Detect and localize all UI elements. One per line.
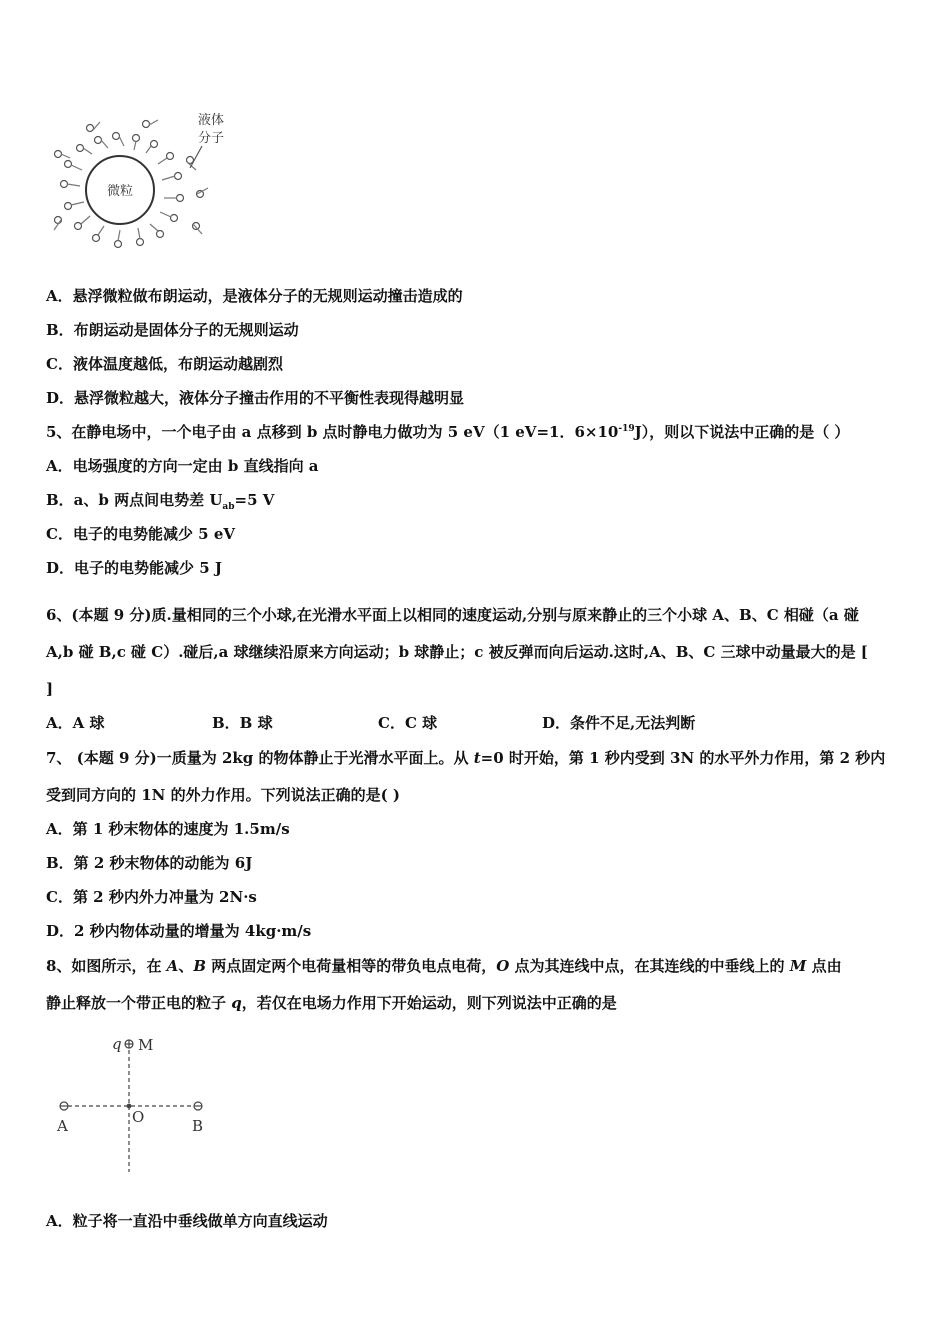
q6-stem-line2: A,b 碰 B,c 碰 C）.碰后,a 球继续沿原来方向运动；b 球静止；c 被反弹而向后运动.这时,A、B、C 三球中动量最大的是 [ — [46, 643, 868, 661]
q7-option-d: D．2 秒内物体动量的增量为 4kg·m/s — [46, 922, 312, 940]
point-o — [127, 1104, 131, 1108]
q6-option-a: A．A 球 — [46, 714, 105, 732]
q5-stem: 5、在静电场中，一个电子由 a 点移到 b 点时静电力做功为 5 eV（1 eV=1．$6\times 10^{-19}J$），则以下说法中正确的是（ ） — [46, 423, 850, 441]
label-o: O — [132, 1108, 145, 1126]
q4-option-d: D．悬浮微粒越大，液体分子撞击作用的不平衡性表现得越明显 — [46, 389, 465, 407]
label-q: q — [112, 1035, 122, 1053]
q6-option-c: C．C 球 — [378, 714, 438, 732]
q5-option-c: C．电子的电势能减少 5 eV — [46, 525, 236, 543]
q7-stem-line1: 7、 (本题 9 分)一质量为 2kg 的物体静止于光滑水平面上。从 t=0 时开始，第 1 秒内受到 3N 的水平外力作用，第 2 秒内 — [46, 749, 886, 767]
molecule-label-2: 分子 — [198, 131, 225, 146]
q4-option-c: C．液体温度越低，布朗运动越剧烈 — [46, 355, 283, 373]
q4-option-a: A．悬浮微粒做布朗运动，是液体分子的无规则运动撞击造成的 — [46, 287, 463, 305]
label-a: A — [57, 1117, 68, 1135]
q7-option-a: A．第 1 秒末物体的速度为 1.5m/s — [46, 820, 290, 838]
q5-option-d: D．电子的电势能减少 5 J — [46, 559, 222, 577]
q5-option-b: B．a、b 两点间电势差 $U_{ab}=5$ V — [46, 491, 275, 512]
q7-option-b: B．第 2 秒末物体的动能为 6J — [46, 854, 253, 872]
brownian-motion-figure — [50, 108, 225, 258]
q6-option-b: B．B 球 — [212, 714, 273, 732]
q5-option-a: A．电场强度的方向一定由 b 直线指向 a — [46, 457, 319, 475]
q4-option-b: B．布朗运动是固体分子的无规则运动 — [46, 321, 299, 339]
q8-option-a: A．粒子将一直沿中垂线做单方向直线运动 — [46, 1212, 328, 1230]
q6-stem-line1: 6、(本题 9 分)质.量相同的三个小球,在光滑水平面上以相同的速度运动,分别与原来静止的三个小球 A、B、C 相碰（a 碰 — [46, 606, 859, 624]
molecule-label-1: 液体 — [198, 113, 225, 128]
q7-stem-line2: 受到同方向的 1N 的外力作用。下列说法正确的是( ) — [46, 786, 401, 804]
particle-label: 微粒 — [106, 184, 134, 199]
label-m: M — [138, 1036, 154, 1054]
q7-option-c: C．第 2 秒内外力冲量为 2N·s — [46, 888, 257, 906]
q8-stem-line1: 8、如图所示，在 A、B 两点固定两个电荷量相等的带负电点电荷，O 点为其连线中点，在其连线的中垂线上的 M 点由 — [46, 957, 842, 975]
q8-stem-line2: 静止释放一个带正电的粒子 q，若仅在电场力作用下开始运动，则下列说法中正确的是 — [46, 994, 617, 1012]
charges-diagram — [46, 1030, 221, 1175]
q6-stem-line3: ] — [46, 680, 54, 698]
q6-option-d: D．条件不足,无法判断 — [542, 714, 696, 732]
label-b: B — [192, 1117, 204, 1135]
